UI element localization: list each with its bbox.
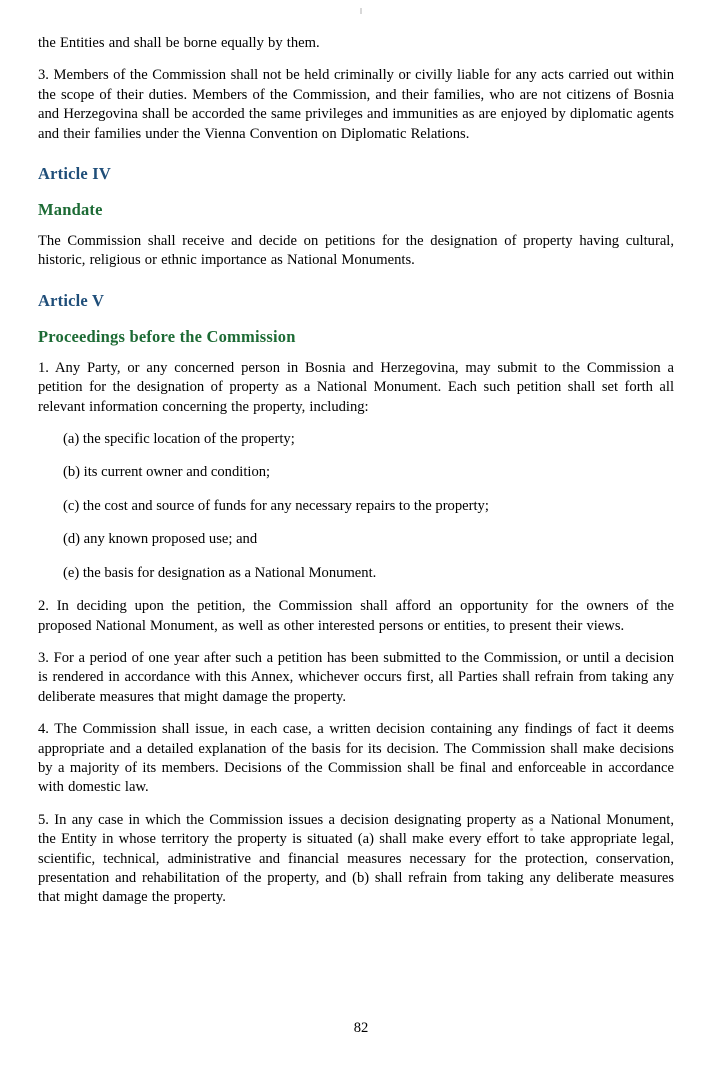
list-item: (e) the basis for designation as a National Monument.: [63, 564, 377, 581]
list-item: (c) the cost and source of funds for any necessary repairs to the property;: [63, 497, 489, 514]
article-v-paragraph-3: 3. For a period of one year after such a petition has been submitted to the Commission, or until a decision is rendered in accordance with this Annex, whichever occurs first, all Parties shall refrain from taking any deliberate measures that might damage the property.: [38, 649, 674, 705]
paragraph-3-immunities: 3. Members of the Commission shall not be held criminally or civilly liable for any acts carried out within the scope of their duties. Members of the Commission, and their families, who are not citizens of Bosnia and Herzegovina shall be accorded the same privileges and immunities as are enjoyed by diplomatic agents and their families under the Vienna Convention on Diplomatic Relations.: [38, 67, 674, 142]
list-item: (b) its current owner and condition;: [63, 464, 271, 481]
list-item: (d) any known proposed use; and: [63, 531, 258, 548]
subheading-proceedings: Proceedings before the Commission: [38, 326, 296, 346]
list-item: (a) the specific location of the property;: [63, 431, 295, 448]
heading-article-iv: Article IV: [38, 164, 112, 184]
petition-requirements-list: [38, 430, 674, 583]
article-iv-body: The Commission shall receive and decide on petitions for the designation of property having cultural, historic, religious or ethnic importance as National Monuments.: [38, 233, 674, 269]
scan-artifact: [530, 828, 533, 831]
heading-article-v: Article V: [38, 290, 105, 310]
page-number: 82: [353, 1020, 369, 1036]
article-v-paragraph-5: 5. In any case in which the Commission issues a decision designating property as a National Monument, the Entity in whose territory the property is situated (a) shall make every effort to take appropriate legal, scientific, technical, administrative and financial measures necessary for the protection, conservation, presentation and rehabilitation of the property, and (b) shall refrain from taking any deliberate measures that might damage the property.: [38, 811, 674, 906]
article-v-paragraph-1: 1. Any Party, or any concerned person in Bosnia and Herzegovina, may submit to the Commission a petition for the designation of property as a National Monument. Each such petition shall set forth all relevant information concerning the property, including:: [38, 359, 674, 415]
subheading-mandate: Mandate: [38, 200, 103, 220]
paragraph-continuation: the Entities and shall be borne equally by them.: [38, 35, 320, 51]
article-v-paragraph-4: 4. The Commission shall issue, in each case, a written decision containing any findings of fact it deems appropriate and a detailed explanation of the basis for its decision. The Commission shall make decisions by a majority of its members. Decisions of the Commission shall be final and enforceable in accordance with domestic law.: [38, 721, 674, 796]
page-edge-mark: [360, 8, 362, 14]
article-v-paragraph-2: 2. In deciding upon the petition, the Commission shall afford an opportunity for the owners of the proposed National Monument, as well as other interested persons or entities, to present their views.: [38, 598, 674, 634]
